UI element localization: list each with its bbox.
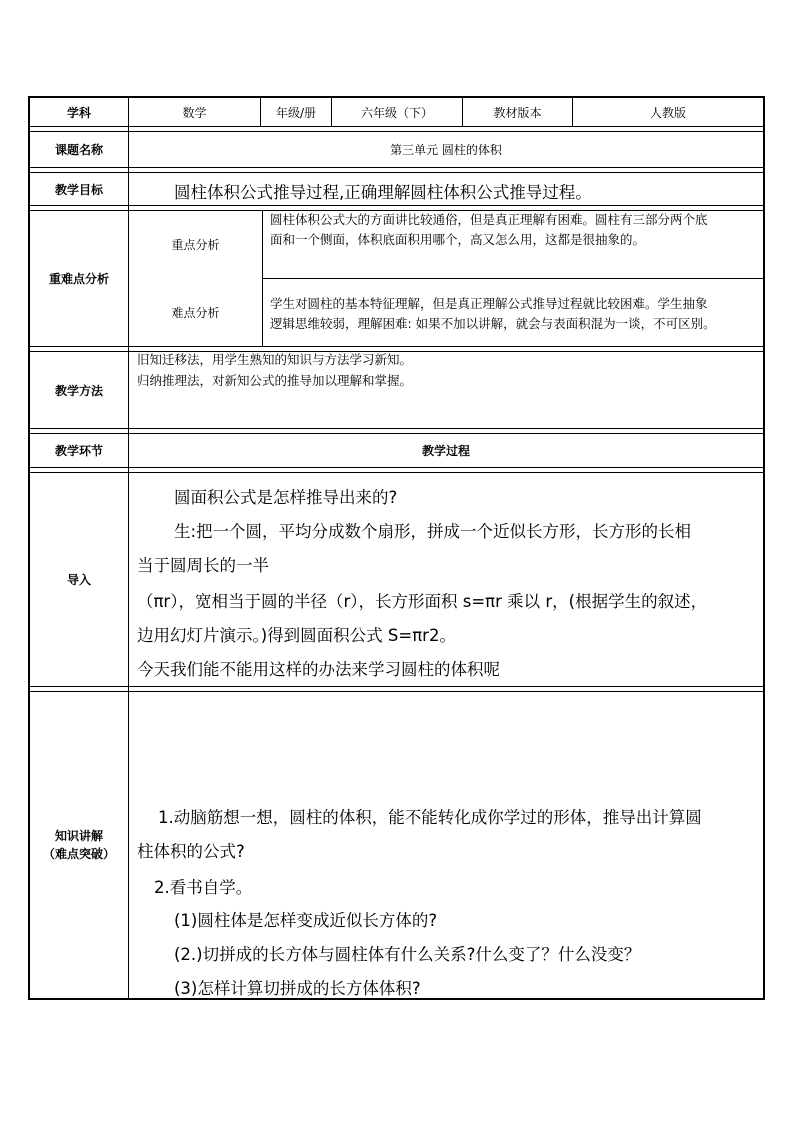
intro-line-1: 圆面积公式是怎样推导出来的? — [174, 488, 398, 507]
intro-line-4: （πr），宽相当于圆的半径（r），长方形面积 s=πr 乘以 r，(根据学生的叙述， — [137, 592, 708, 611]
row-divider — [28, 167, 764, 168]
row-divider — [262, 278, 764, 279]
knowledge-line-4: (1)圆柱体是怎样变成近似长方体的? — [174, 911, 438, 930]
intro-line-2: 生:把一个圆，平均分成数个扇形，拼成一个近似长方形，长方形的长相 — [174, 522, 692, 541]
goal-label: 教学目标 — [54, 182, 103, 197]
intro-line-3: 当于圆周长的一半 — [137, 556, 269, 575]
knowledge-line-3: 2.看书自学。 — [154, 878, 253, 897]
method-label: 教学方法 — [54, 383, 103, 398]
intro-line-5: 边用幻灯片演示。)得到圆面积公式 S=πr2。 — [137, 626, 456, 645]
difficult-analysis-line-2: 逻辑思维较弱，理解困难: 如果不加以讲解，就会与表面积混为一谈，不可区别。 — [270, 316, 716, 331]
difficult-analysis-line-1: 学生对圆柱的基本特征理解，但是真正理解公式推导过程就比较困难。学生抽象 — [270, 296, 708, 311]
row-divider — [28, 172, 764, 173]
analysis-label: 重难点分析 — [48, 272, 109, 286]
row-divider — [28, 686, 764, 687]
difficult-analysis-label: 难点分析 — [171, 306, 220, 320]
row-divider — [28, 346, 764, 347]
edition-value: 人教版 — [649, 105, 686, 120]
subject-label: 学科 — [66, 105, 91, 120]
knowledge-label-line-2: （难点突破） — [42, 847, 115, 861]
key-analysis-line-1: 圆柱体积公式大的方面讲比较通俗，但是真正理解有困难。圆柱有三部分两个底 — [270, 212, 708, 227]
row-divider — [28, 467, 764, 468]
row-divider — [28, 691, 764, 692]
edition-label: 教材版本 — [493, 105, 542, 120]
process-label: 教学过程 — [421, 444, 470, 458]
row-divider — [28, 205, 764, 206]
method-line-2: 归纳推理法，对新知公式的推导加以理解和掌握。 — [137, 373, 413, 388]
key-analysis-line-2: 面和一个侧面，体积底面积用哪个，高又怎么用，这都是很抽象的。 — [270, 232, 646, 247]
lesson-label: 课题名称 — [54, 143, 103, 157]
column-divider — [262, 210, 263, 347]
table-right-border — [763, 96, 765, 1000]
row-divider — [28, 428, 764, 429]
key-analysis-label: 重点分析 — [171, 238, 220, 252]
row-divider — [28, 472, 764, 473]
knowledge-line-5: (2.)切拼成的长方体与圆柱体有什么关系?什么变了？什么没变？ — [174, 945, 641, 964]
subject-value: 数学 — [182, 105, 207, 120]
knowledge-line-2: 柱体积的公式? — [137, 842, 245, 861]
knowledge-line-1: 1.动脑筋想一想，圆柱的体积，能不能转化成你学过的形体，推导出计算圆 — [158, 808, 702, 827]
grade-value: 六年级（下） — [360, 105, 433, 120]
method-line-1: 旧知迁移法，用学生熟知的知识与方法学习新知。 — [137, 352, 413, 367]
intro-line-6: 今天我们能不能用这样的办法来学习圆柱的体积呢 — [137, 660, 500, 679]
stage-label: 教学环节 — [54, 444, 103, 458]
row-divider — [28, 126, 764, 127]
knowledge-label-line-1: 知识讲解 — [54, 829, 103, 843]
lesson-title: 第三单元 圆柱的体积 — [390, 143, 502, 157]
goal-text: 圆柱体积公式推导过程,正确理解圆柱体积公式推导过程。 — [174, 183, 592, 202]
intro-label: 导入 — [66, 573, 91, 587]
grade-label: 年级/册 — [275, 105, 317, 120]
knowledge-line-6: (3)怎样计算切拼成的长方体体积? — [174, 979, 421, 998]
